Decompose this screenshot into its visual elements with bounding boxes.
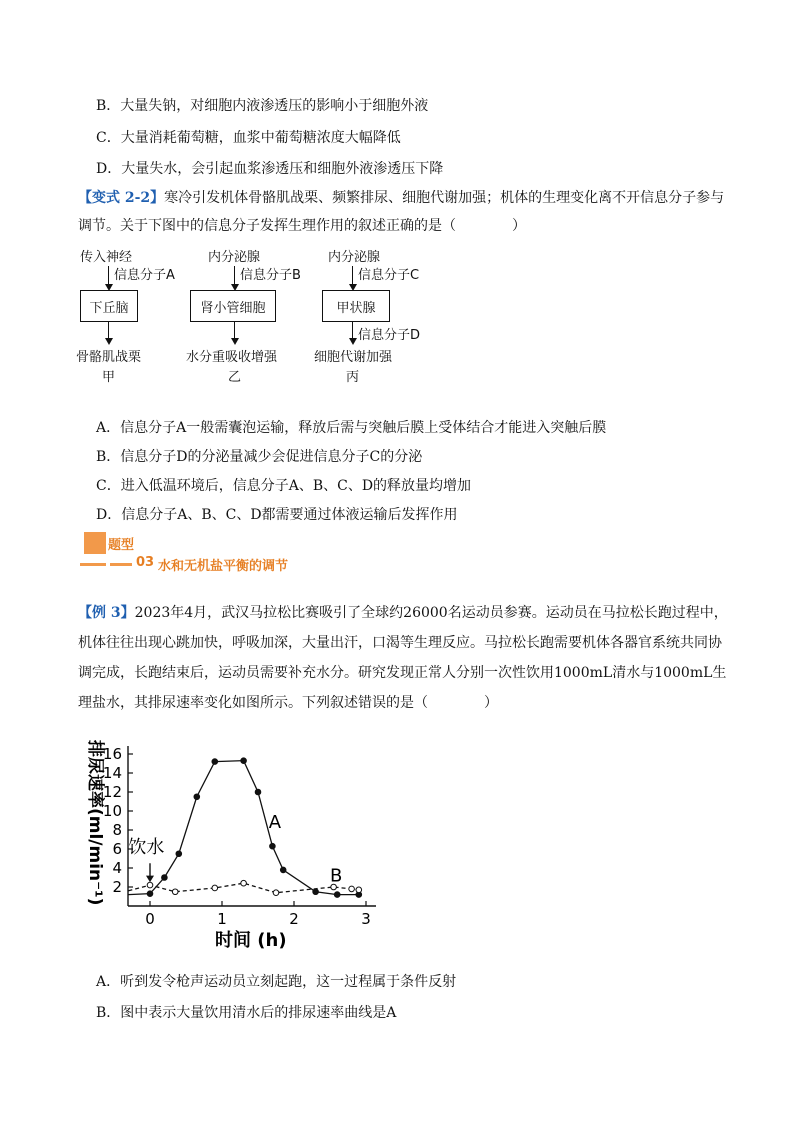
variant-option-a: A．信息分子A一般需囊泡运输，释放后需与突触后膜上受体结合才能进入突触后膜 [96,420,607,436]
section-underline-right [110,563,132,566]
x-tick-label: 2 [289,910,299,928]
section-header [80,530,340,574]
data-point-B [212,885,218,891]
flow-b-name: 乙 [228,370,242,385]
flow-a-line1 [108,266,109,286]
data-point-B [349,886,355,892]
data-point-A [162,875,168,881]
flow-a-signal: 信息分子A [114,268,175,283]
flow-b-source: 内分泌腺 [208,250,261,265]
variant-question [78,184,728,240]
x-tick-label: 3 [361,910,371,928]
flow-b-arrow2 [231,338,239,345]
variant-option-d: D．信息分子A、B、C、D都需要通过体液运输后发挥作用 [96,507,458,523]
flow-c-source: 内分泌腺 [328,250,381,265]
urination-rate-chart [76,730,376,950]
flow-b-box: 肾小管细胞 [190,290,276,322]
y-tick-label: 10 [102,802,122,820]
data-point-A [280,867,286,873]
y-tick-label: 12 [102,783,122,801]
flow-a-box: 下丘脑 [80,290,138,322]
data-point-B [273,890,279,896]
flow-a-arrow2 [105,338,113,345]
drink-water-annotation: 饮水 [128,836,165,858]
section-label: 题型 [108,538,135,553]
example-option-b: B．图中表示大量饮用清水后的排尿速率曲线是A [96,1005,397,1021]
x-tick-label: 0 [145,910,155,928]
flow-c-arrow2 [349,338,357,345]
series-line-A [128,761,358,895]
data-point-A [176,851,182,857]
section-icon [84,532,106,554]
data-point-A [270,843,276,849]
option-d-top: D．大量失水，会引起血浆渗透压和细胞外液渗透压下降 [96,161,444,177]
example-stem: 2023年4月，武汉马拉松比赛吸引了全球约26000名运动员参赛。运动员在马拉松长跑过程中，机体往往出现心跳加快，呼吸加深，大量出汗，口渴等生理反应。马拉松长跑需要机体各器官系统共同协调完成，长跑结束后，运动员需要补充水分。研究发现正常人分别一次性饮用1000mL清水与1000mL生理盐水，其排尿速率变化如图所示。下列叙述错误的是（ ） [78,605,728,711]
data-point-A [255,789,261,795]
flow-b-effect: 水分重吸收增强 [186,350,278,365]
data-point-A [313,889,319,895]
flow-a-name: 甲 [102,370,116,385]
data-point-A [334,892,340,898]
y-tick-label: 8 [112,821,122,839]
series-label-b: B [330,865,343,887]
data-point-B [241,880,247,886]
section-title: 水和无机盐平衡的调节 [158,559,289,574]
data-point-B [172,889,178,895]
example-tag: 【例 3】 [78,605,135,621]
signal-flow-diagram [60,242,480,392]
variant-option-c: C．进入低温环境后，信息分子A、B、C、D的释放量均增加 [96,478,472,494]
x-axis-label: 时间 (h) [215,930,287,950]
flow-c-signal: 信息分子C [358,268,420,283]
option-c-top: C．大量消耗葡萄糖，血浆中葡萄糖浓度大幅降低 [96,130,401,146]
y-tick-label: 6 [112,840,122,858]
option-b-top: B．大量失钠，对细胞内液渗透压的影响小于细胞外液 [96,98,429,114]
y-tick-label: 4 [112,859,122,877]
y-tick-label: 14 [102,764,122,782]
flow-a-effect: 骨骼肌战栗 [76,350,142,365]
flow-c-line1 [352,266,353,286]
x-tick-label: 1 [217,910,227,928]
series-label-a: A [268,812,282,834]
example-question [78,598,728,718]
y-tick-label: 2 [112,878,122,896]
flow-c-signal2: 信息分子D [358,328,421,343]
example-option-a: A．听到发令枪声运动员立刻起跑，这一过程属于条件反射 [96,974,457,990]
section-number: 03 [136,555,155,570]
flow-c-name: 丙 [346,370,360,385]
data-point-A [241,758,247,764]
variant-stem: 寒冷引发机体骨骼肌战栗、频繁排尿、细胞代谢加强；机体的生理变化离不开信息分子参与调节。关于下图中的信息分子发挥生理作用的叙述正确的是（ ） [78,190,725,234]
data-point-A [147,891,153,897]
annotation-arrow-head [146,876,154,883]
data-point-B [356,887,362,893]
data-point-B [147,882,153,888]
flow-c-effect: 细胞代谢加强 [314,350,393,365]
variant-tag: 【变式 2-2】 [78,190,165,206]
flow-b-signal: 信息分子B [240,268,301,283]
y-axis-label: 排尿速率(ml/min⁻¹) [85,740,105,906]
flow-b-line1 [234,266,235,286]
section-underline-left [80,563,106,566]
data-point-A [194,794,200,800]
y-tick-label: 16 [102,745,122,763]
variant-option-b: B．信息分子D的分泌量减少会促进信息分子C的分泌 [96,449,423,465]
data-point-A [212,759,218,765]
flow-a-source: 传入神经 [80,250,133,265]
flow-c-box: 甲状腺 [322,290,390,322]
